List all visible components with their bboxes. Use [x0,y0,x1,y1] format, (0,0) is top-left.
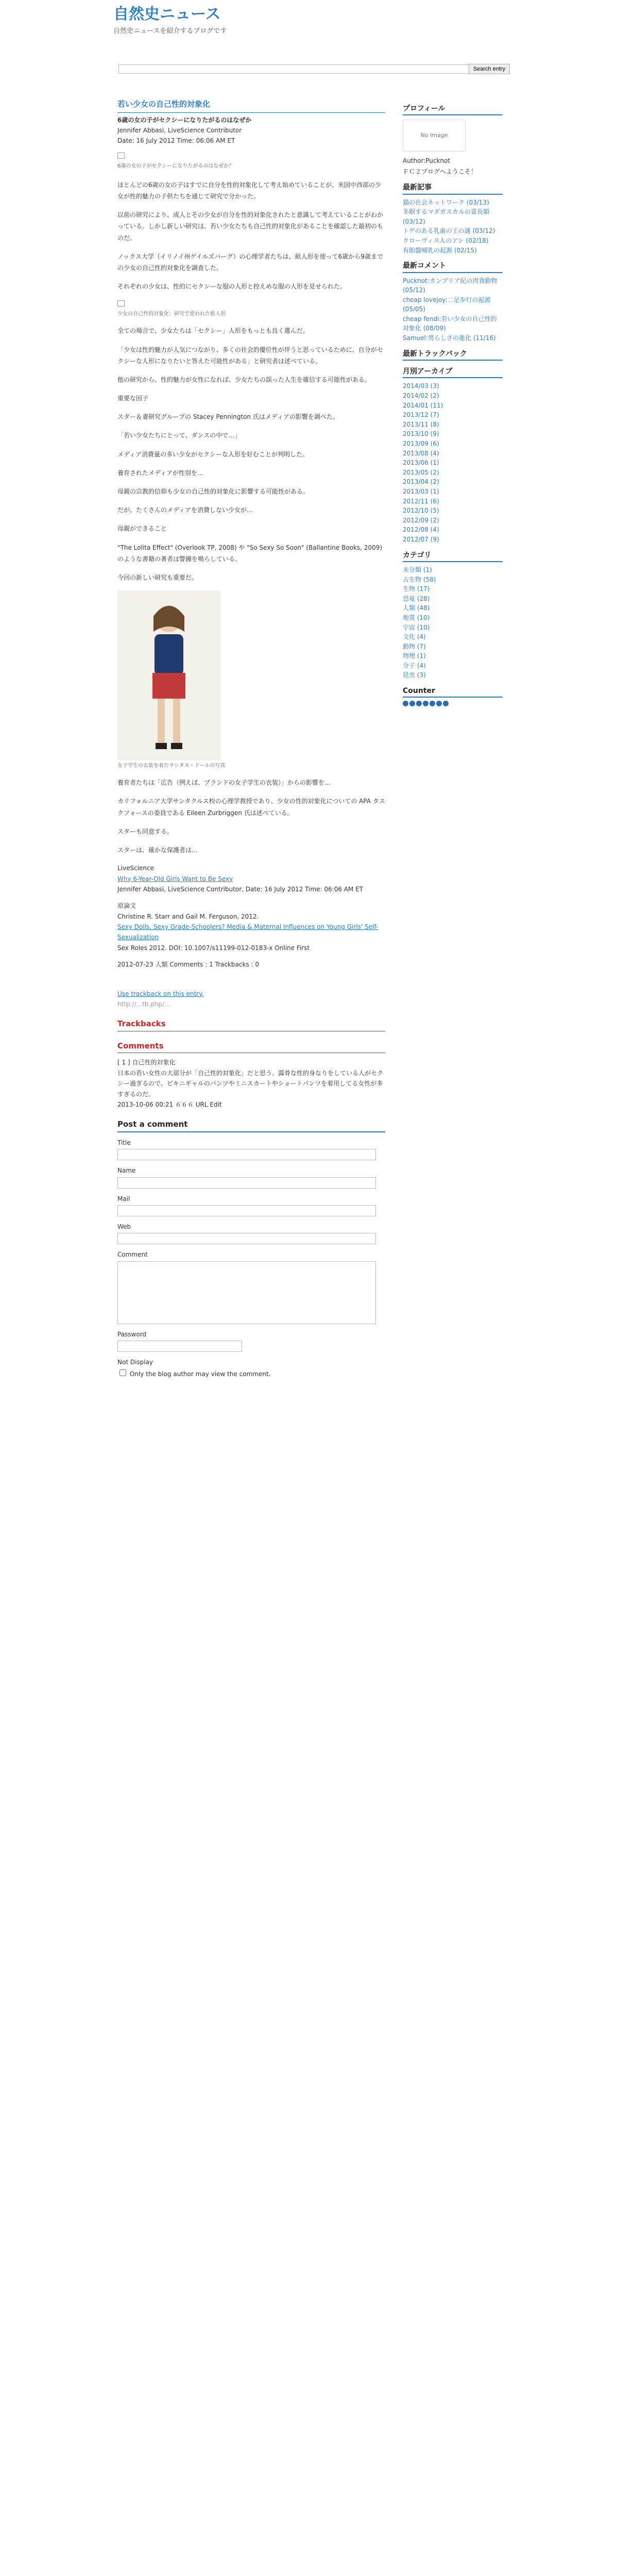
comment-field[interactable] [117,1261,376,1324]
category-item[interactable]: 動物 (7) [403,642,426,650]
archive-item[interactable]: 2013/08 (4) [403,449,439,457]
paragraph: スターも同意する。 [117,827,174,835]
recent-comment-item[interactable]: Samuel:男らしさの進化 (11/16) [403,334,496,342]
category-item[interactable]: 人類 (48) [403,604,430,612]
visitor-counter [403,701,503,706]
image-caption: 6歳の女の子がセクシーになりたがるのはなぜか？ [117,163,234,169]
blog-header [113,5,510,37]
category-item[interactable]: 恐竜 (28) [403,595,430,602]
category-item[interactable]: 文化 (4) [403,633,426,641]
counter-digit-icon [403,701,408,706]
archive-item[interactable]: 2012/10 (5) [403,507,439,515]
archive-item[interactable]: 2014/02 (2) [403,392,439,400]
recent-posts-header: 最新記事 [403,182,503,194]
archive-item[interactable]: 2013/12 (7) [403,411,439,419]
archive-item[interactable]: 2013/03 (1) [403,487,439,495]
category-item[interactable]: 古生物 (58) [403,575,436,583]
category-list [403,565,503,680]
post-footer-meta: 2012-07-23 人類 Comments : 1 Trackbacks : 0 [117,961,260,969]
trackbacks-header: Trackbacks [117,1018,385,1031]
archive-item[interactable]: 2013/06 (1) [403,459,439,467]
counter-digit-icon [443,701,449,706]
paragraph: ほとんどの6歳の女の子はすでに自分を性的対象化して考え始めていることが、米国中西部の少女が性的魅力の子供たちを通じて研究で分かった。 [117,181,381,200]
archive-item[interactable]: 2012/09 (2) [403,516,439,524]
post-subtitle: 6歳の女の子がセクシーになりたがるのはなぜか [117,116,252,124]
recent-posts-list [403,198,503,256]
archive-item[interactable]: 2012/11 (6) [403,497,439,505]
main-content [117,98,385,1379]
password-label: Password [117,1330,147,1338]
name-label: Name [117,1167,136,1175]
search-button[interactable]: Search entry [469,64,510,74]
source-meta: Jennifer Abbasi, LiveScience Contributor, Date: 16 July 2012 Time: 06:06 AM ET [117,885,364,893]
trackback-use-link[interactable]: Use trackback on this entry. [117,990,204,997]
password-field[interactable] [117,1341,242,1352]
image-caption: 少女の自己性的対象化：研究で使われた紙人形 [117,311,226,317]
archive-item[interactable]: 2013/10 (9) [403,430,439,438]
paragraph: だが、たくさんのメディアを消費しない少女が… [117,506,253,514]
paragraph: 養育されたメディアが性別を… [117,469,204,477]
paragraph: 今回の新しい研究も重要だ。 [117,573,198,581]
comment-body: 日本の若い女性の大部分が「自己性的対象化」だと思う。露骨な性的身なりをしている人がセクシー過ぎるので、ビキニギャルのパンツやミニスカートやショートパンツを着用してる女性が多すぎるのだ。 [117,1069,384,1098]
comments-header: Comments [117,1040,385,1054]
archive-item[interactable]: 2013/05 (2) [403,468,439,476]
archive-item[interactable]: 2012/08 (4) [403,526,439,534]
post-author: Jennifer Abbasi, LiveScience Contributor [117,126,242,134]
source-link[interactable]: Why 6-Year-Old Girls Want to Be Sexy [117,875,233,883]
recent-comments-list [403,276,503,343]
image-placeholder [117,152,125,159]
section-heading: 重要な因子 [117,395,149,402]
post-comment-header: Post a comment [117,1118,385,1132]
post-date: Date: 16 July 2012 Time: 06:06 AM ET [117,137,235,145]
counter-header: Counter [403,685,503,698]
paragraph: 他の研究から、性的魅力が女性になれば、少女たちの誤った人生を確信する可能性がある。 [117,376,371,383]
title-field[interactable] [117,1149,376,1160]
category-item[interactable]: 物理 (1) [403,652,426,660]
doll-illustration [117,590,220,760]
recent-post-item[interactable]: 冬眠するマダガスカルの霊長類 (03/12) [403,208,490,225]
recent-post-item[interactable]: クローヴィス人のアシ (02/18) [403,236,489,244]
paragraph: 以前の研究により、成人とその少女が自分を性的対象化されたと意識して考えていることがわかっている。しかし新しい研究は、若い少女たちも自己性的対象化があることを確認した最初のものだ。 [117,211,384,242]
recent-comment-item[interactable]: Pucknot:カンブリア紀の肉食動物 (05/12) [403,277,497,294]
archive-item[interactable]: 2014/03 (3) [403,382,439,390]
recent-comment-item[interactable]: cheap lovejoy:二足歩行の起源 (05/05) [403,296,491,313]
counter-digit-icon [416,701,422,706]
blog-description: 自然史ニュースを紹介するブログです [113,27,227,35]
mail-field[interactable] [117,1205,376,1216]
paragraph: 養育者たちは「広告（例えば、ブランドの女子学生の衣装）」からの影響を… [117,779,331,787]
archive-header: 月別アーカイブ [403,366,503,378]
counter-digit-icon [430,701,435,706]
web-field[interactable] [117,1233,376,1244]
category-header: カテゴリ [403,550,503,562]
paragraph: 「少女は性的魅力が人気につながり、多くの社会的優位性が伴うと思っているために、自分がセクシーな人形になりたいと答えた可能性がある」と研究者は述べている。 [117,346,383,365]
image-placeholder [117,300,125,307]
archive-item[interactable]: 2014/01 (11) [403,401,443,409]
profile-author: Author:Pucknot [403,157,451,165]
comment-meta[interactable]: 2013-10-06 00:21 ６６６ URL Edit [117,1100,222,1108]
archive-item[interactable]: 2013/11 (8) [403,420,439,428]
comment-title: [ 1 ] 自己性的対象化 [117,1059,176,1066]
category-item[interactable]: 地質 (10) [403,614,430,621]
reference-journal: Sex Roles 2012. DOI: 10.1007/s11199-012-0183-x Online First [117,944,310,952]
paragraph: 全ての場合で、少女たちは「セクシー」人形をもっとも良く選んだ。 [117,327,309,335]
secret-checkbox-label: Only the blog author may view the comment. [129,1370,271,1378]
paragraph: それぞれの少女は、性的にセクシーな服の人形と控えめな服の人形を見せられた。 [117,283,347,291]
comment-label: Comment [117,1251,148,1259]
category-item[interactable]: 分子 (4) [403,662,426,669]
archive-item[interactable]: 2013/09 (6) [403,440,439,448]
recent-comment-item[interactable]: cheap fendi:若い少女の自己性的対象化 (08/09) [403,315,497,332]
recent-post-item[interactable]: 有胎盤哺乳の起源 (02/15) [403,246,477,254]
paragraph: スター＆妻研究グループの Stacey Pennington 氏はメディアの影響を調べた。 [117,413,339,421]
paragraph: スターは、確かな保護者は… [117,846,198,854]
paragraph: メディア消費量の多い少女がセクシーな人形を好むことが判明した。 [117,450,309,458]
web-label: Web [117,1223,131,1231]
paragraph: "The Lolita Effect" (Overlook TP, 2008) や "So Sexy So Soon" (Ballantine Books, 2009) のような書籍の著者は警鐘を鳴らしている。 [117,544,383,563]
recent-post-item[interactable]: 猫の社会ネットワーク (03/13) [403,198,489,206]
post-title[interactable]: 若い少女の自己性的対象化 [117,98,385,113]
search-bar [118,64,510,73]
counter-digit-icon [409,701,415,706]
paragraph: 母親の宗教的信仰も少女の自己性的対象化に影響する可能性がある。 [117,488,310,496]
not-display-label: Not Display [117,1359,153,1366]
archive-list [403,381,503,544]
recent-trackbacks-header: 最新トラックバック [403,348,503,361]
title-label: Title [117,1139,131,1146]
archive-item[interactable]: 2013/04 (2) [403,478,439,486]
section-heading: 母親ができること [117,525,167,533]
profile-image: No Image [403,120,466,151]
blog-title[interactable]: 自然史ニュース [113,5,221,23]
source-label: LiveScience [117,865,154,872]
category-item[interactable]: 宇宙 (10) [403,623,430,631]
trackback-url[interactable]: http://...tb.php/... [117,1001,170,1008]
category-item[interactable]: 生物 (17) [403,585,430,593]
recent-post-item[interactable]: トゲのある乳歯の王の謎 (03/12) [403,227,495,235]
category-item[interactable]: 未分類 (1) [403,566,432,573]
profile-header: プロフィール [403,103,503,115]
name-field[interactable] [117,1177,376,1189]
category-item[interactable]: 昆虫 (3) [403,671,426,679]
paragraph: カリフォルニア大学サンタクルス校の心理学教授であり、少女の性的対象化についての APA タスクフォースの委員である Eileen Zurbriggen 氏は述べている。 [117,798,385,817]
paragraph: 「若い少女たちにとって、ダンスの中で…」 [117,432,241,439]
mail-label: Mail [117,1195,130,1202]
sidebar [403,98,503,706]
image-caption: 女子学生の衣装を着たラシタス・ドールの写真 [117,763,226,769]
profile-link[interactable]: ＦＣ２ブログへようこそ！ [403,167,477,175]
archive-item[interactable]: 2012/07 (9) [403,535,439,543]
doll-photo [117,590,220,760]
counter-digit-icon [436,701,442,706]
secret-checkbox[interactable] [119,1369,126,1376]
recent-comments-header: 最新コメント [403,260,503,273]
counter-digit-icon [423,701,428,706]
reference-authors: Christine R. Starr and Gail M. Ferguson, 2012. [117,912,259,920]
reference-label: 原論文 [117,902,136,910]
search-input[interactable] [118,64,474,74]
reference-title-link[interactable]: Sexy Dolls, Sexy Grade-Schoolers? Media & Maternal Influences on Young Girls' Self-Sexualization [117,923,379,941]
paragraph: ノックス大学（イリノイ州ゲイルズバーグ）の心理学者たちは、紙人形を使って6歳から9歳までの少女の自己性的対象化を調査した。 [117,252,383,272]
